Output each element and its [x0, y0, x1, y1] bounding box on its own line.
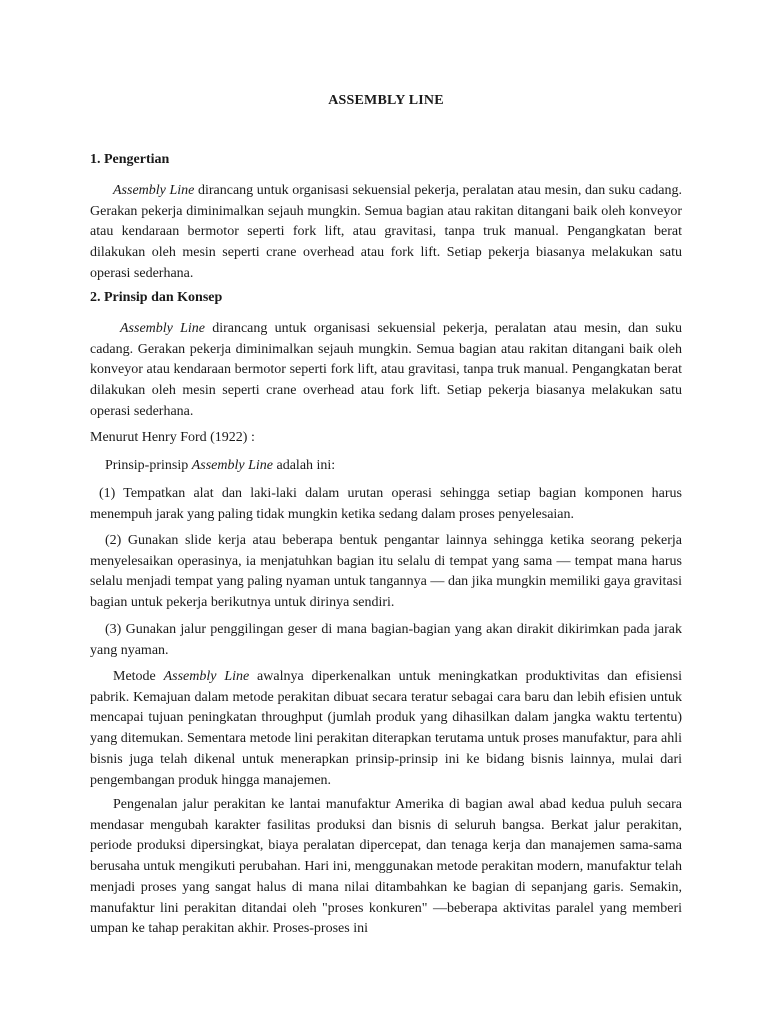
list-item-principle-1: (1) Tempatkan alat dan laki-laki dalam urutan operasi sehingga setiap bagian komponen harus menempuh jarak yang paling tidak mungkin ketika sedang dalam proses penyelesaian.	[90, 486, 682, 522]
emphasis-assembly-line: Assembly Line	[191, 458, 273, 473]
paragraph-text: adalah ini:	[273, 458, 336, 473]
document-title: ASSEMBLY LINE	[328, 93, 444, 108]
paragraph-prinsip	[90, 319, 682, 423]
emphasis-assembly-line: Assembly Line	[120, 321, 205, 336]
paragraph-text: Metode	[113, 669, 164, 684]
paragraph-text: awalnya diperkenalkan untuk meningkatkan produktivitas dan efisiensi pabrik. Kemajuan dalam metode perakitan dibuat secara teratur sebagai cara baru dan lebih efisien untuk mencapai tujuan peningkatan throughput (jumlah produk yang dihasilkan dalam jangka waktu tertentu) yang ditemukan. Sementara metode lini perakitan diterapkan terutama untuk proses manufaktur, para ahli bisnis juga telah dikenal untuk menerapkan prinsip-prinsip ini ke bidang bisnis lainnya, mulai dari pengembangan produk hingga manajemen.	[90, 669, 683, 788]
paragraph-principles-intro	[90, 456, 682, 477]
paragraph-introduction: Pengenalan jalur perakitan ke lantai manufaktur Amerika di bagian awal abad kedua puluh secara mendasar mengubah karakter fasilitas produksi dan bisnis di seluruh bangsa. Berkat jalur perakitan, periode produksi dipersingkat, biaya peralatan dipercepat, dan tenaga kerja dan manajemen sama-sama berusaha untuk mengikuti perubahan. Hari ini, menggunakan metode perakitan modern, manufaktur telah menjadi proses yang sangat halus di mana nilai ditambahkan ke bagian di sepanjang garis. Semakin, manufaktur lini perakitan ditandai oleh "proses konkuren" —beberapa aktivitas paralel yang memberi umpan ke tahap perakitan akhir. Proses-proses ini	[90, 797, 682, 937]
paragraph-method	[90, 667, 682, 791]
paragraph-text: Prinsip-prinsip	[105, 458, 192, 473]
paragraph-pengertian	[90, 181, 682, 285]
paragraph-henry-ford: Menurut Henry Ford (1922) :	[90, 430, 255, 445]
section-heading-prinsip: 2. Prinsip dan Konsep	[90, 290, 223, 305]
list-item-principle-2: (2) Gunakan slide kerja atau beberapa bentuk pengantar lainnya sehingga ketika seorang pekerja menyelesaikan operasinya, ia menjatuhkan bagian itu selalu di tempat yang sama — tempat mana harus selalu menjadi tempat yang paling nyaman untuk tangannya — dan jika mungkin memiliki gaya gravitasi bagian untuk pekerja berikutnya untuk dirinya sendiri.	[90, 533, 682, 611]
paragraph-text: dirancang untuk organisasi sekuensial pekerja, peralatan atau mesin, dan suku cadang. Gerakan pekerja diminimalkan sejauh mungkin. Semua bagian atau rakitan ditangani baik oleh konveyor atau kendaraan bermotor seperti fork lift, atau gravitasi, tanpa truk manual. Pengangkatan berat dilakukan oleh mesin seperti crane overhead atau fork lift. Setiap pekerja biasanya melakukan satu operasi sederhana.	[90, 183, 683, 281]
list-item-principle-3: (3) Gunakan jalur penggilingan geser di mana bagian-bagian yang akan dirakit dikirimkan pada jarak yang nyaman.	[90, 622, 682, 658]
emphasis-assembly-line: Assembly Line	[113, 183, 195, 198]
paragraph-text: dirancang untuk organisasi sekuensial pekerja, peralatan atau mesin, dan suku cadang. Gerakan pekerja diminimalkan sejauh mungkin. Semua bagian atau rakitan ditangani baik oleh konveyor atau kendaraan bermotor seperti fork lift, atau gravitasi, tanpa truk manual. Pengangkatan berat dilakukan oleh mesin seperti crane overhead atau fork lift. Setiap pekerja biasanya melakukan satu operasi sederhana.	[90, 321, 682, 419]
emphasis-assembly-line: Assembly Line	[163, 669, 250, 684]
section-heading-pengertian: 1. Pengertian	[90, 152, 170, 167]
